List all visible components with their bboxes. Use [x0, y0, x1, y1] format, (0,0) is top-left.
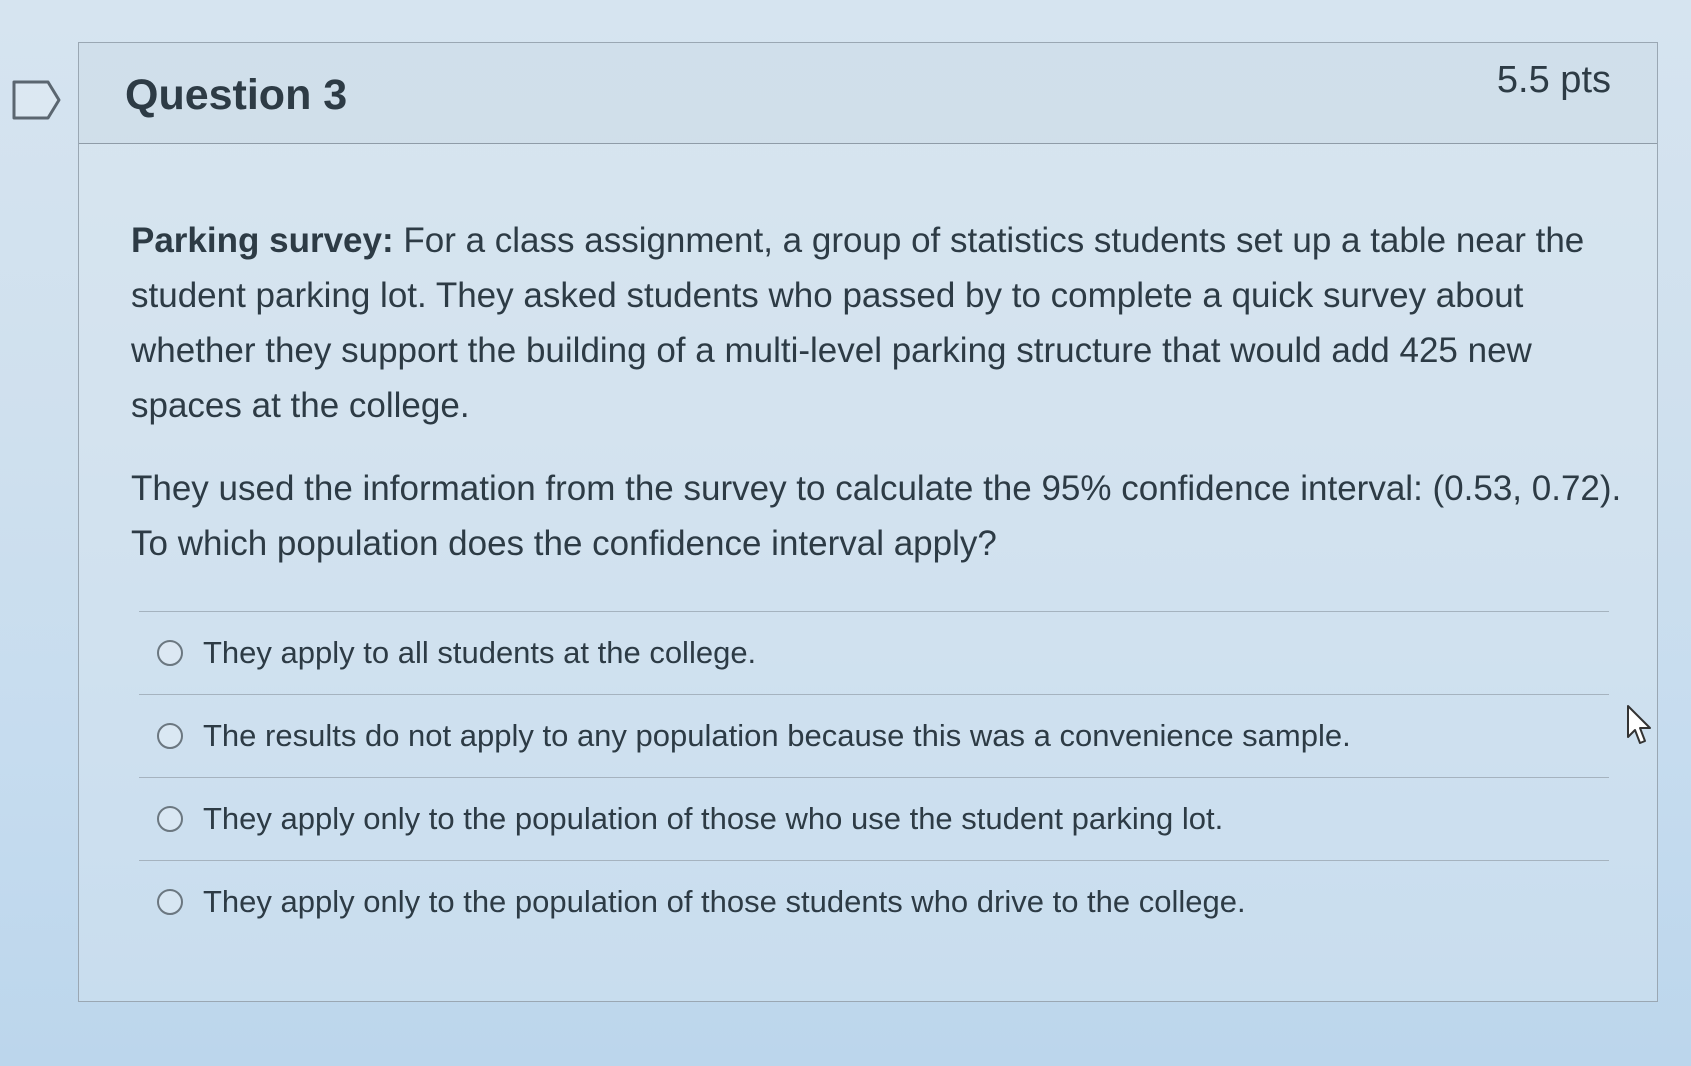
mouse-pointer-icon — [1625, 703, 1655, 747]
flag-question-icon[interactable] — [12, 80, 62, 120]
answer-option-2[interactable] — [139, 694, 1609, 777]
answer-option-3[interactable] — [139, 777, 1609, 860]
radio-button[interactable] — [157, 806, 183, 832]
question-prompt-2: They used the information from the survey to calculate the 95% confidence interval: (0.53, 0.72). To which population does the confidence interval apply? — [131, 469, 1622, 563]
answer-list — [139, 611, 1609, 943]
answer-label[interactable]: The results do not apply to any population because this was a convenience sample. — [203, 718, 1351, 753]
radio-button[interactable] — [157, 889, 183, 915]
prompt-heading: Parking survey: — [131, 221, 394, 260]
question-title: Question 3 — [125, 71, 348, 119]
radio-button[interactable] — [157, 640, 183, 666]
radio-button[interactable] — [157, 723, 183, 749]
question-header — [79, 43, 1657, 144]
question-card — [78, 42, 1658, 1002]
prompt-text: For a class assignment, a group of statistics students set up a table near the student parking lot. They asked students who passed by to complete a quick survey about whether they support the building of a multi-level parking structure that would add 425 new spaces at the college. — [131, 221, 1585, 425]
answer-option-1[interactable] — [139, 611, 1609, 694]
question-prompt — [131, 213, 1631, 433]
question-points: 5.5 pts — [1496, 59, 1611, 101]
answer-label[interactable]: They apply only to the population of those students who drive to the college. — [203, 884, 1246, 919]
answer-option-4[interactable] — [139, 860, 1609, 943]
answer-label[interactable]: They apply only to the population of those who use the student parking lot. — [203, 801, 1224, 836]
question-body — [131, 213, 1631, 599]
answer-label[interactable]: They apply to all students at the college. — [203, 635, 757, 670]
